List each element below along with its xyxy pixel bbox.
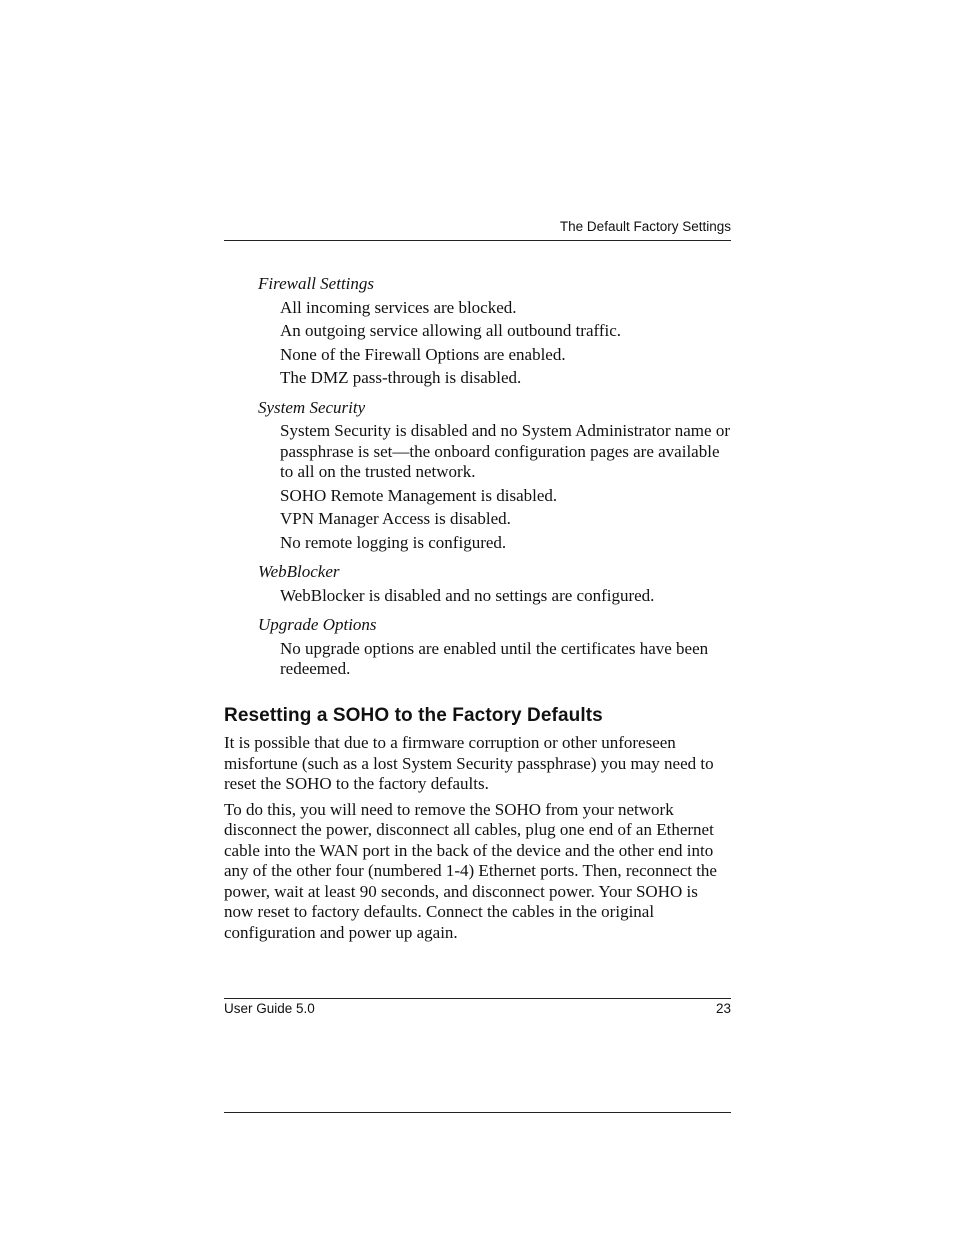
document-page	[224, 0, 731, 1235]
reset-paragraph: It is possible that due to a firmware corruption or other unforeseen misfortune (such as a lost System Security passphrase) you may need to reset the SOHO to the factory defaults.	[224, 733, 714, 793]
running-header: The Default Factory Settings	[559, 219, 731, 234]
webblocker-title: WebBlocker	[258, 562, 340, 581]
footer-guide-title: User Guide 5.0	[224, 1001, 315, 1016]
upgrade-options-group	[224, 615, 731, 680]
list-item: System Security is disabled and no System Administrator name or passphrase is set—the onboard configuration pages are available to all on the trusted network.	[280, 421, 730, 481]
list-item: An outgoing service allowing all outbound traffic.	[280, 321, 622, 340]
footer-rule	[224, 998, 731, 999]
list-item: All incoming services are blocked.	[280, 297, 517, 317]
list-item: No remote logging is configured.	[280, 532, 507, 552]
firewall-settings-title: Firewall Settings	[258, 274, 375, 293]
header-rule	[224, 240, 731, 241]
system-security-title: System Security	[258, 397, 366, 417]
system-security-group	[224, 398, 731, 554]
list-item: VPN Manager Access is disabled.	[280, 509, 511, 528]
reset-section-heading: Resetting a SOHO to the Factory Defaults	[224, 704, 603, 726]
page-content	[224, 274, 731, 948]
list-item: SOHO Remote Management is disabled.	[280, 485, 558, 505]
list-item: WebBlocker is disabled and no settings are configured.	[280, 585, 655, 605]
upgrade-options-title: Upgrade Options	[258, 615, 377, 634]
page-number: 23	[715, 1001, 731, 1016]
bottom-rule	[224, 1112, 731, 1113]
webblocker-group	[224, 562, 731, 606]
list-item: No upgrade options are enabled until the certificates have been redeemed.	[280, 638, 709, 678]
list-item: The DMZ pass-through is disabled.	[280, 368, 522, 387]
list-item: None of the Firewall Options are enabled.	[280, 344, 566, 364]
firewall-settings-group	[224, 274, 731, 389]
reset-paragraph: To do this, you will need to remove the SOHO from your network disconnect the power, disconnect all cables, plug one end of an Ethernet cable into the WAN port in the back of the device and the other end into any of the other four (numbered 1-4) Ethernet ports. Then, reconnect the power, wait at least 90 seconds, and disconnect power. Your SOHO is now reset to factory defaults. Connect the cables in the original configuration and power up again.	[224, 799, 717, 942]
